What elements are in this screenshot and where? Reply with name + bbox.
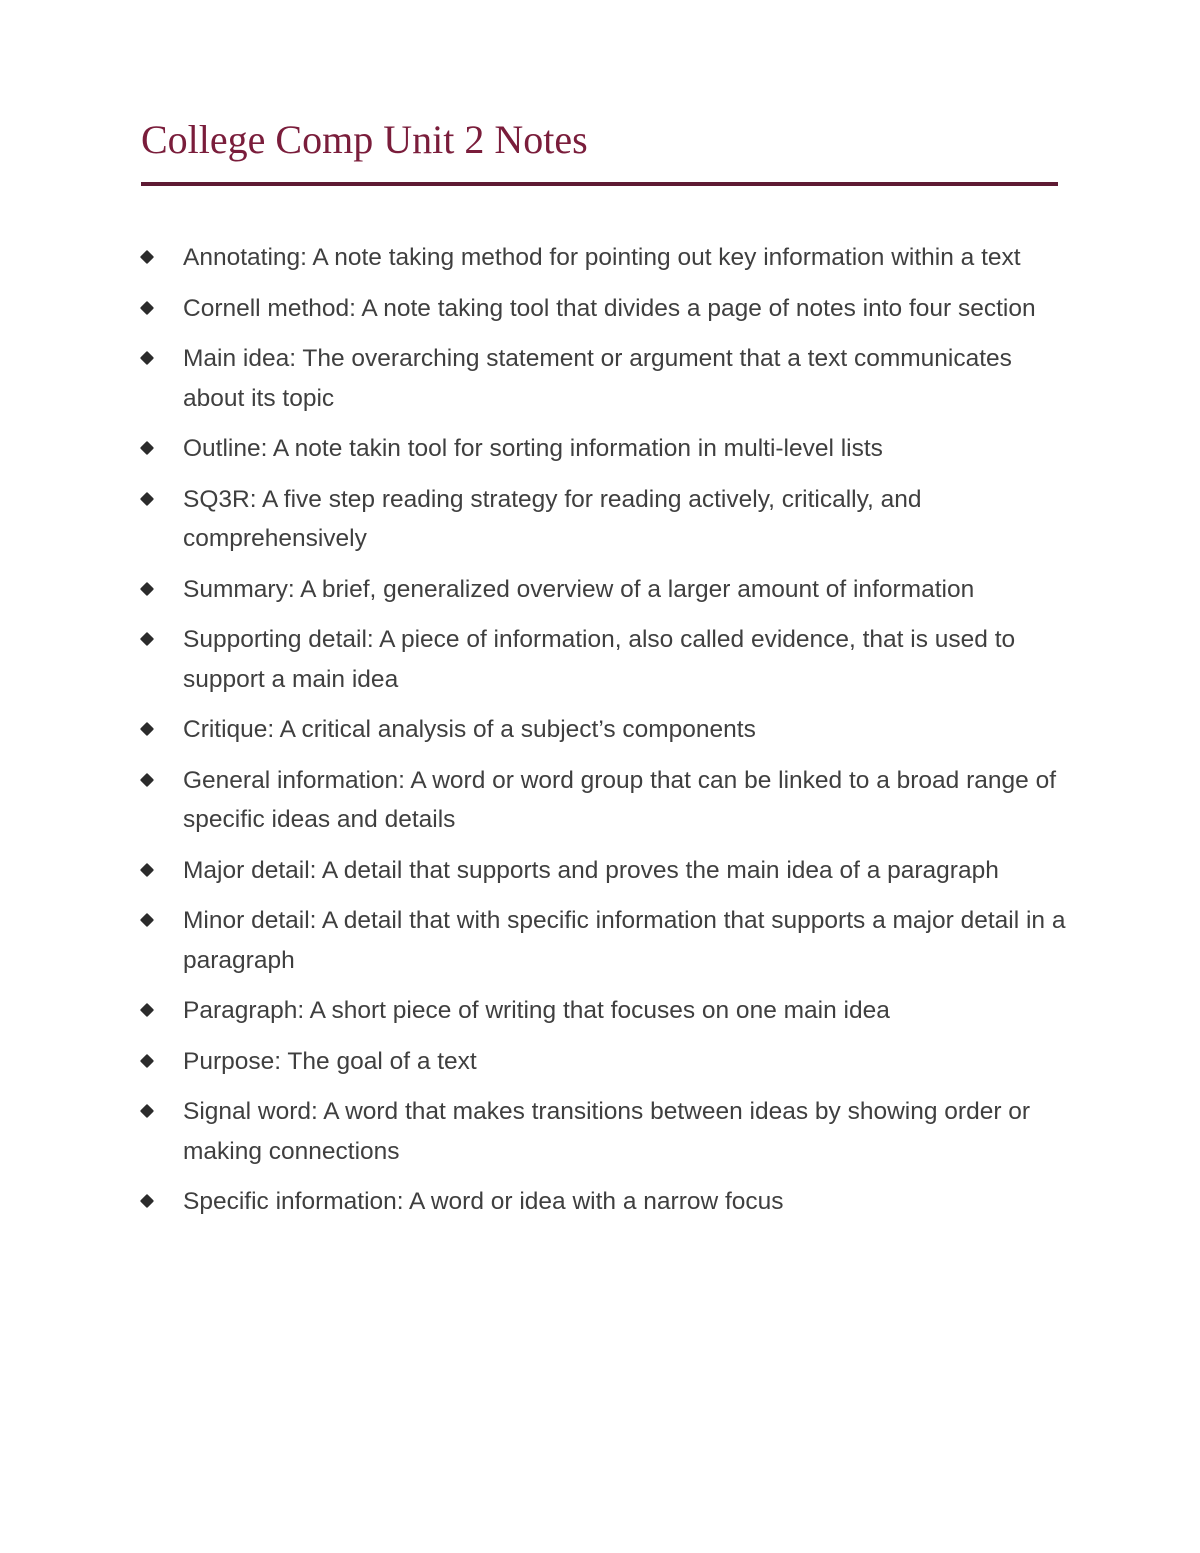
list-item	[141, 851, 1071, 891]
list-item-text: Cornell method: A note taking tool that divides a page of notes into four section	[183, 294, 1036, 322]
list-item-text: Main idea: The overarching statement or argument that a text communicates about its topic	[183, 345, 1012, 412]
list-item	[141, 901, 1071, 980]
page-title: College Comp Unit 2 Notes	[141, 117, 588, 162]
list-item-text: Supporting detail: A piece of information, also called evidence, that is used to support a main idea	[183, 626, 1016, 693]
list-item	[141, 1182, 1071, 1222]
list-item	[141, 1092, 1071, 1171]
list-item	[141, 761, 1071, 840]
list-item	[141, 339, 1071, 418]
diamond-bullet-icon	[140, 300, 154, 314]
list-item-text: Purpose: The goal of a text	[183, 1047, 477, 1075]
list-item-text: SQ3R: A five step reading strategy for reading actively, critically, and comprehensively	[183, 485, 922, 552]
list-item-text: Major detail: A detail that supports and proves the main idea of a paragraph	[183, 856, 999, 884]
list-item	[141, 429, 1071, 469]
diamond-bullet-icon	[140, 632, 154, 646]
diamond-bullet-icon	[140, 913, 154, 927]
list-item-text: Paragraph: A short piece of writing that focuses on one main idea	[183, 997, 890, 1024]
diamond-bullet-icon	[140, 1104, 154, 1118]
diamond-bullet-icon	[140, 1003, 154, 1017]
list-item-text: Critique: A critical analysis of a subject’s components	[183, 716, 756, 743]
diamond-bullet-icon	[140, 441, 154, 455]
diamond-bullet-icon	[140, 1053, 154, 1067]
list-item-text: Specific information: A word or idea with a narrow focus	[183, 1188, 784, 1215]
diamond-bullet-icon	[140, 772, 154, 786]
list-item-text: Outline: A note takin tool for sorting information in multi-level lists	[183, 435, 883, 462]
diamond-bullet-icon	[140, 862, 154, 876]
list-item-text: Minor detail: A detail that with specific information that supports a major detail in a paragraph	[183, 907, 1066, 974]
list-item-text: Signal word: A word that makes transitions between ideas by showing order or making connections	[183, 1098, 1031, 1165]
list-item	[141, 480, 1071, 559]
list-item	[141, 620, 1071, 699]
diamond-bullet-icon	[140, 1194, 154, 1208]
list-item	[141, 238, 1071, 278]
diamond-bullet-icon	[140, 491, 154, 505]
list-item-text: General information: A word or word group that can be linked to a broad range of specific ideas and details	[183, 766, 1057, 833]
list-item-text: Summary: A brief, generalized overview of a larger amount of information	[183, 575, 975, 603]
list-item-text: Annotating: A note taking method for pointing out key information within a text	[183, 244, 1021, 271]
diamond-bullet-icon	[140, 250, 154, 264]
list-item	[141, 289, 1071, 329]
list-item	[141, 710, 1071, 750]
diamond-bullet-icon	[140, 722, 154, 736]
diamond-bullet-icon	[140, 581, 154, 595]
list-item	[141, 1042, 1071, 1082]
list-item	[141, 570, 1071, 610]
notes-list	[141, 238, 1071, 1233]
diamond-bullet-icon	[140, 351, 154, 365]
list-item	[141, 991, 1071, 1031]
title-divider	[141, 182, 1058, 186]
